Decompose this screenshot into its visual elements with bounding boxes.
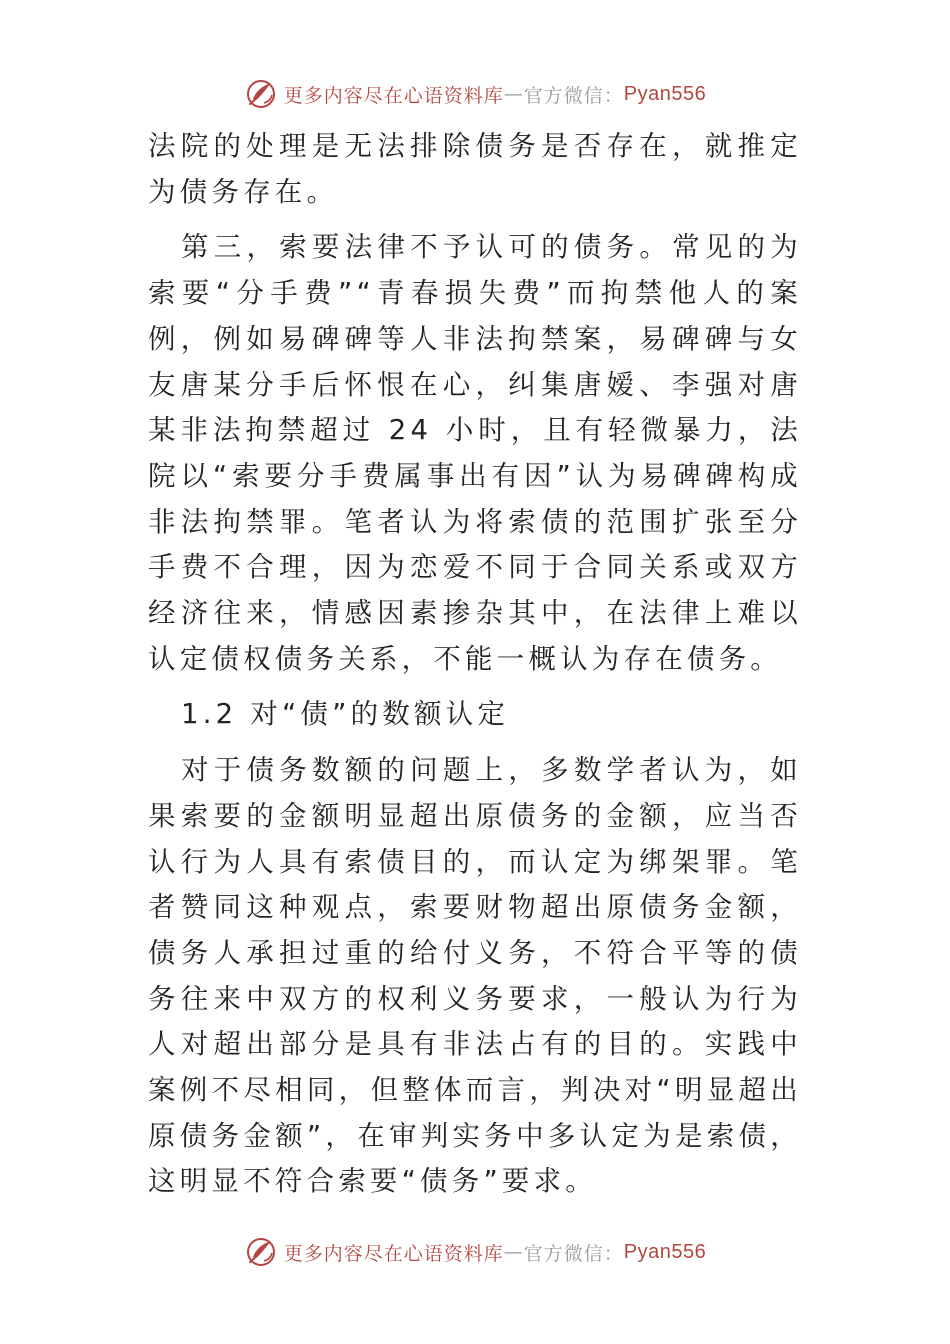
document-body (148, 124, 802, 1205)
watermark-wechat-id: Pyan556 (623, 1240, 707, 1263)
watermark-separator: — (503, 83, 524, 105)
header-watermark (0, 74, 950, 114)
watermark-separator: — (503, 1241, 524, 1263)
watermark-label: 官方微信： (523, 1242, 624, 1265)
watermark-wechat-id: Pyan556 (623, 82, 707, 105)
paragraph-debt-amount: 对于债务数额的问题上，多数学者认为，如果索要的金额明显超出原债务的金额，应当否认行为人具有索债目的，而认定为绑架罪。笔者赞同这种观点，索要财物超出原债务金额，债务人承担过重的给付义务，不符合平等的债务往来中双方的权利义务要求，一般认为行为人对超出部分是具有非法占有的目的。实践中案例不尽相同，但整体而言，判决对“明显超出原债务金额”，在审判实务中多认定为是索债，这明显不符合索要“债务”要求。 (148, 754, 802, 1198)
feather-pen-logo-icon (244, 77, 278, 111)
paragraph-point-three: 第三，索要法律不予认可的债务。常见的为索要“分手费”“青春损失费”而拘禁他人的案例，例如易碑碑等人非法拘禁案，易碑碑与女友唐某分手后怀恨在心，纠集唐嫒、李强对唐某非法拘禁超过 24 小时，且有轻微暴力，法院以“索要分手费属事出有因”认为易碑碑构成非法拘禁罪。笔者认为将索债的范围扩张至分手费不合理，因为恋爱不同于合同关系或双方经济往来，情感因素掺杂其中，在法律上难以认定债权债务关系，不能一概认为存在债务。 (148, 231, 802, 675)
watermark-promo-text: 更多内容尽在心语资料库 (283, 1242, 504, 1265)
watermark-label: 官方微信： (523, 84, 624, 107)
paragraph-continuation: 法院的处理是无法排除债务是否存在，就推定为债务存在。 (148, 130, 802, 208)
feather-pen-logo-icon (244, 1235, 278, 1269)
watermark-promo-text: 更多内容尽在心语资料库 (283, 84, 504, 107)
section-heading: 1.2 对“债”的数额认定 (181, 698, 510, 731)
footer-watermark (0, 1232, 950, 1272)
